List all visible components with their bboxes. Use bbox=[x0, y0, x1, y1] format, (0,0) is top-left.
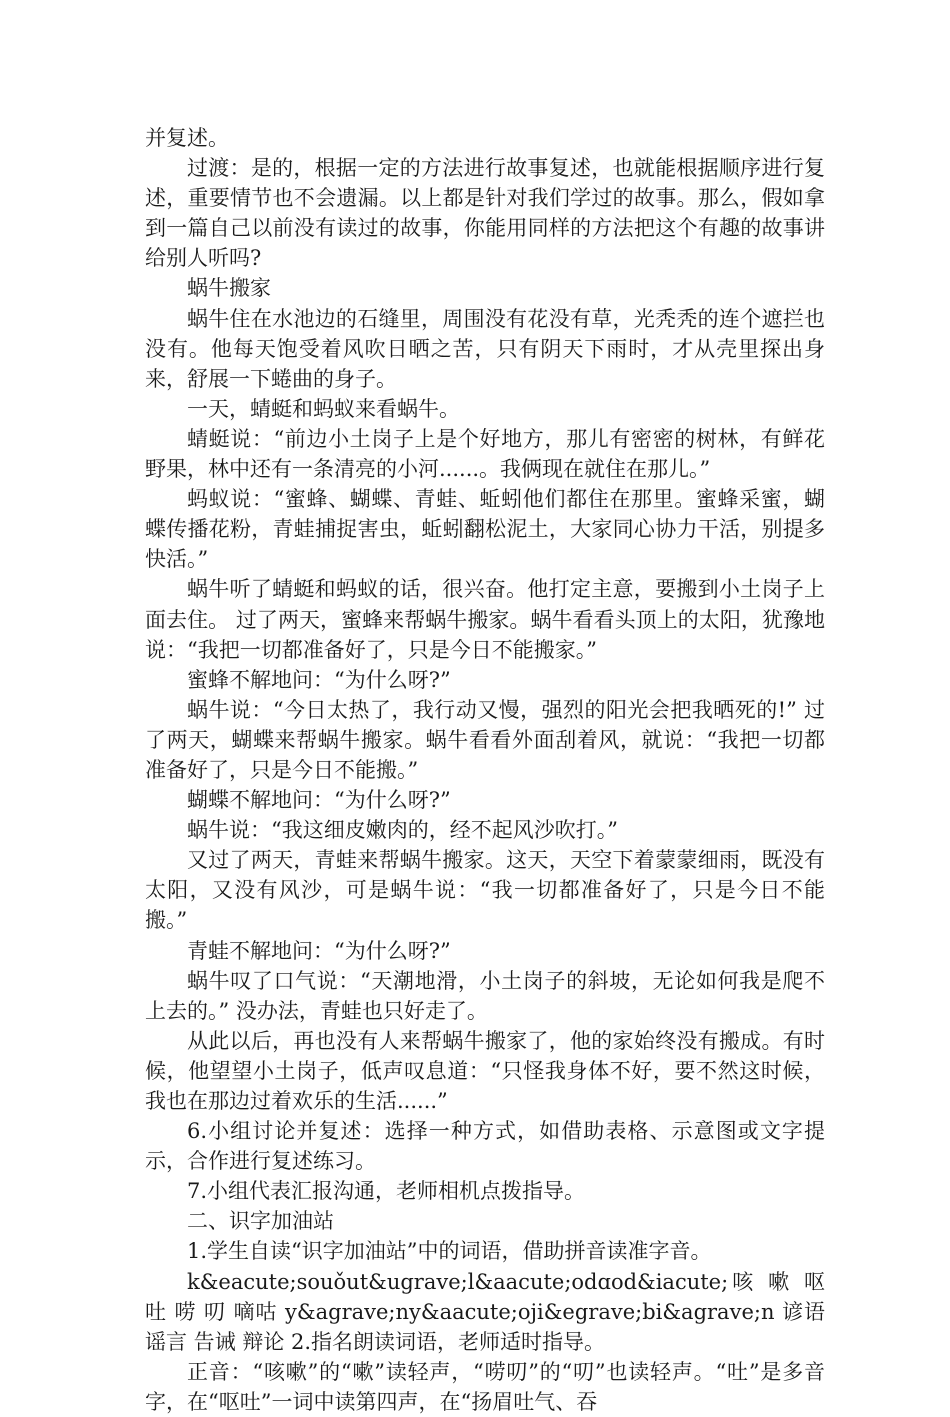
story-paragraph: 蜗牛住在水池边的石缝里，周围没有花没有草，光秃秃的连个遮拦也没有。他每天饱受着风吹日晒之苦，只有阴天下雨时，才从壳里探出身来，舒展一下蜷曲的身子。 bbox=[145, 306, 825, 391]
story-paragraph: 青蛙不解地问：“为什么呀?” bbox=[187, 938, 451, 963]
story-paragraph: 蜜蜂不解地问：“为什么呀?” bbox=[187, 667, 451, 692]
paragraph-transition: 过渡：是的，根据一定的方法进行故事复述，也就能根据顺序进行复述，重要情节也不会遗漏。以上都是针对我们学过的故事。那么，假如拿到一篇自己以前没有读过的故事，你能用同样的方法把这个有趣的故事讲给别人听吗? bbox=[145, 156, 825, 271]
story-paragraph: 蜗牛说：“今日太热了，我行动又慢，强烈的阳光会把我晒死的!” 过了两天，蝴蝶来帮蜗牛搬家。蜗牛看看外面刮着风，就说：“我把一切都准备好了，只是今日不能搬。” bbox=[145, 697, 825, 782]
story-paragraph: 蜻蜓说：“前边小土岗子上是个好地方，那儿有密密的树林，有鲜花野果，林中还有一条清亮的小河......。我俩现在就住在那儿。” bbox=[145, 426, 825, 482]
document-page bbox=[145, 123, 825, 1417]
lesson-step: 7.小组代表汇报沟通，老师相机点拨指导。 bbox=[187, 1179, 586, 1204]
pronunciation-note: 正音：“咳嗽”的“嗽”读轻声，“唠叨”的“叨”也读轻声。“吐”是多音字，在“呕吐”一词中读第四声，在“扬眉吐气、吞 bbox=[145, 1359, 825, 1414]
lesson-step: 6.小组讨论并复述：选择一种方式，如借助表格、示意图或文字提示，合作进行复述练习。 bbox=[145, 1119, 825, 1174]
paragraph-continuation: 并复述。 bbox=[145, 126, 229, 150]
story-paragraph: 蜗牛听了蜻蜓和蚂蚁的话，很兴奋。他打定主意，要搬到小土岗子上面去住。 过了两天，蜜蜂来帮蜗牛搬家。蜗牛看看头顶上的太阳，犹豫地说：“我把一切都准备好了，只是今日不能搬家。” bbox=[145, 577, 825, 662]
story-paragraph: 从此以后，再也没有人来帮蜗牛搬家了，他的家始终没有搬成。有时候，他望望小土岗子，低声叹息道：“只怪我身体不好，要不然这时候，我也在那边过着欢乐的生活......” bbox=[145, 1028, 825, 1113]
story-paragraph: 蜗牛说：“我这细皮嫩肉的，经不起风沙吹打。” bbox=[187, 818, 618, 843]
story-paragraph: 蝴蝶不解地问：“为什么呀?” bbox=[187, 788, 451, 813]
story-paragraph: 蚂蚁说：“蜜蜂、蝴蝶、青蛙、蚯蚓他们都住在那里。蜜蜂采蜜，蝴蝶传播花粉，青蛙捕捉害虫，蚯蚓翻松泥土，大家同心协力干活，别提多快活。” bbox=[145, 487, 825, 572]
story-paragraph: 又过了两天，青蛙来帮蜗牛搬家。这天，天空下着蒙蒙细雨，既没有太阳，又没有风沙，可是蜗牛说：“我一切都准备好了，只是今日不能搬。” bbox=[145, 848, 825, 933]
story-paragraph: 一天，蜻蜓和蚂蚁来看蜗牛。 bbox=[187, 396, 460, 421]
section-heading: 二、识字加油站 bbox=[187, 1209, 334, 1234]
lesson-step: 1.学生自读“识字加油站”中的词语，借助拼音读准字音。 bbox=[187, 1239, 712, 1264]
story-title: 蜗牛搬家 bbox=[187, 276, 271, 301]
story-paragraph: 蜗牛叹了口气说：“天潮地滑，小土岗子的斜坡，无论如何我是爬不上去的。” 没办法，青蛙也只好走了。 bbox=[145, 968, 825, 1023]
vocabulary-list: k&eacute;souǒut&ugrave;l&aacute;odɑod&iacute;咳 嗽 呕吐 唠 叨 嘀咕 y&agrave;ny&aacute;oji&egrave;bi&agrave;n 谚语 谣言 告诫 辩论 2.指名朗读词语，老师适时指导。 bbox=[145, 1269, 825, 1354]
